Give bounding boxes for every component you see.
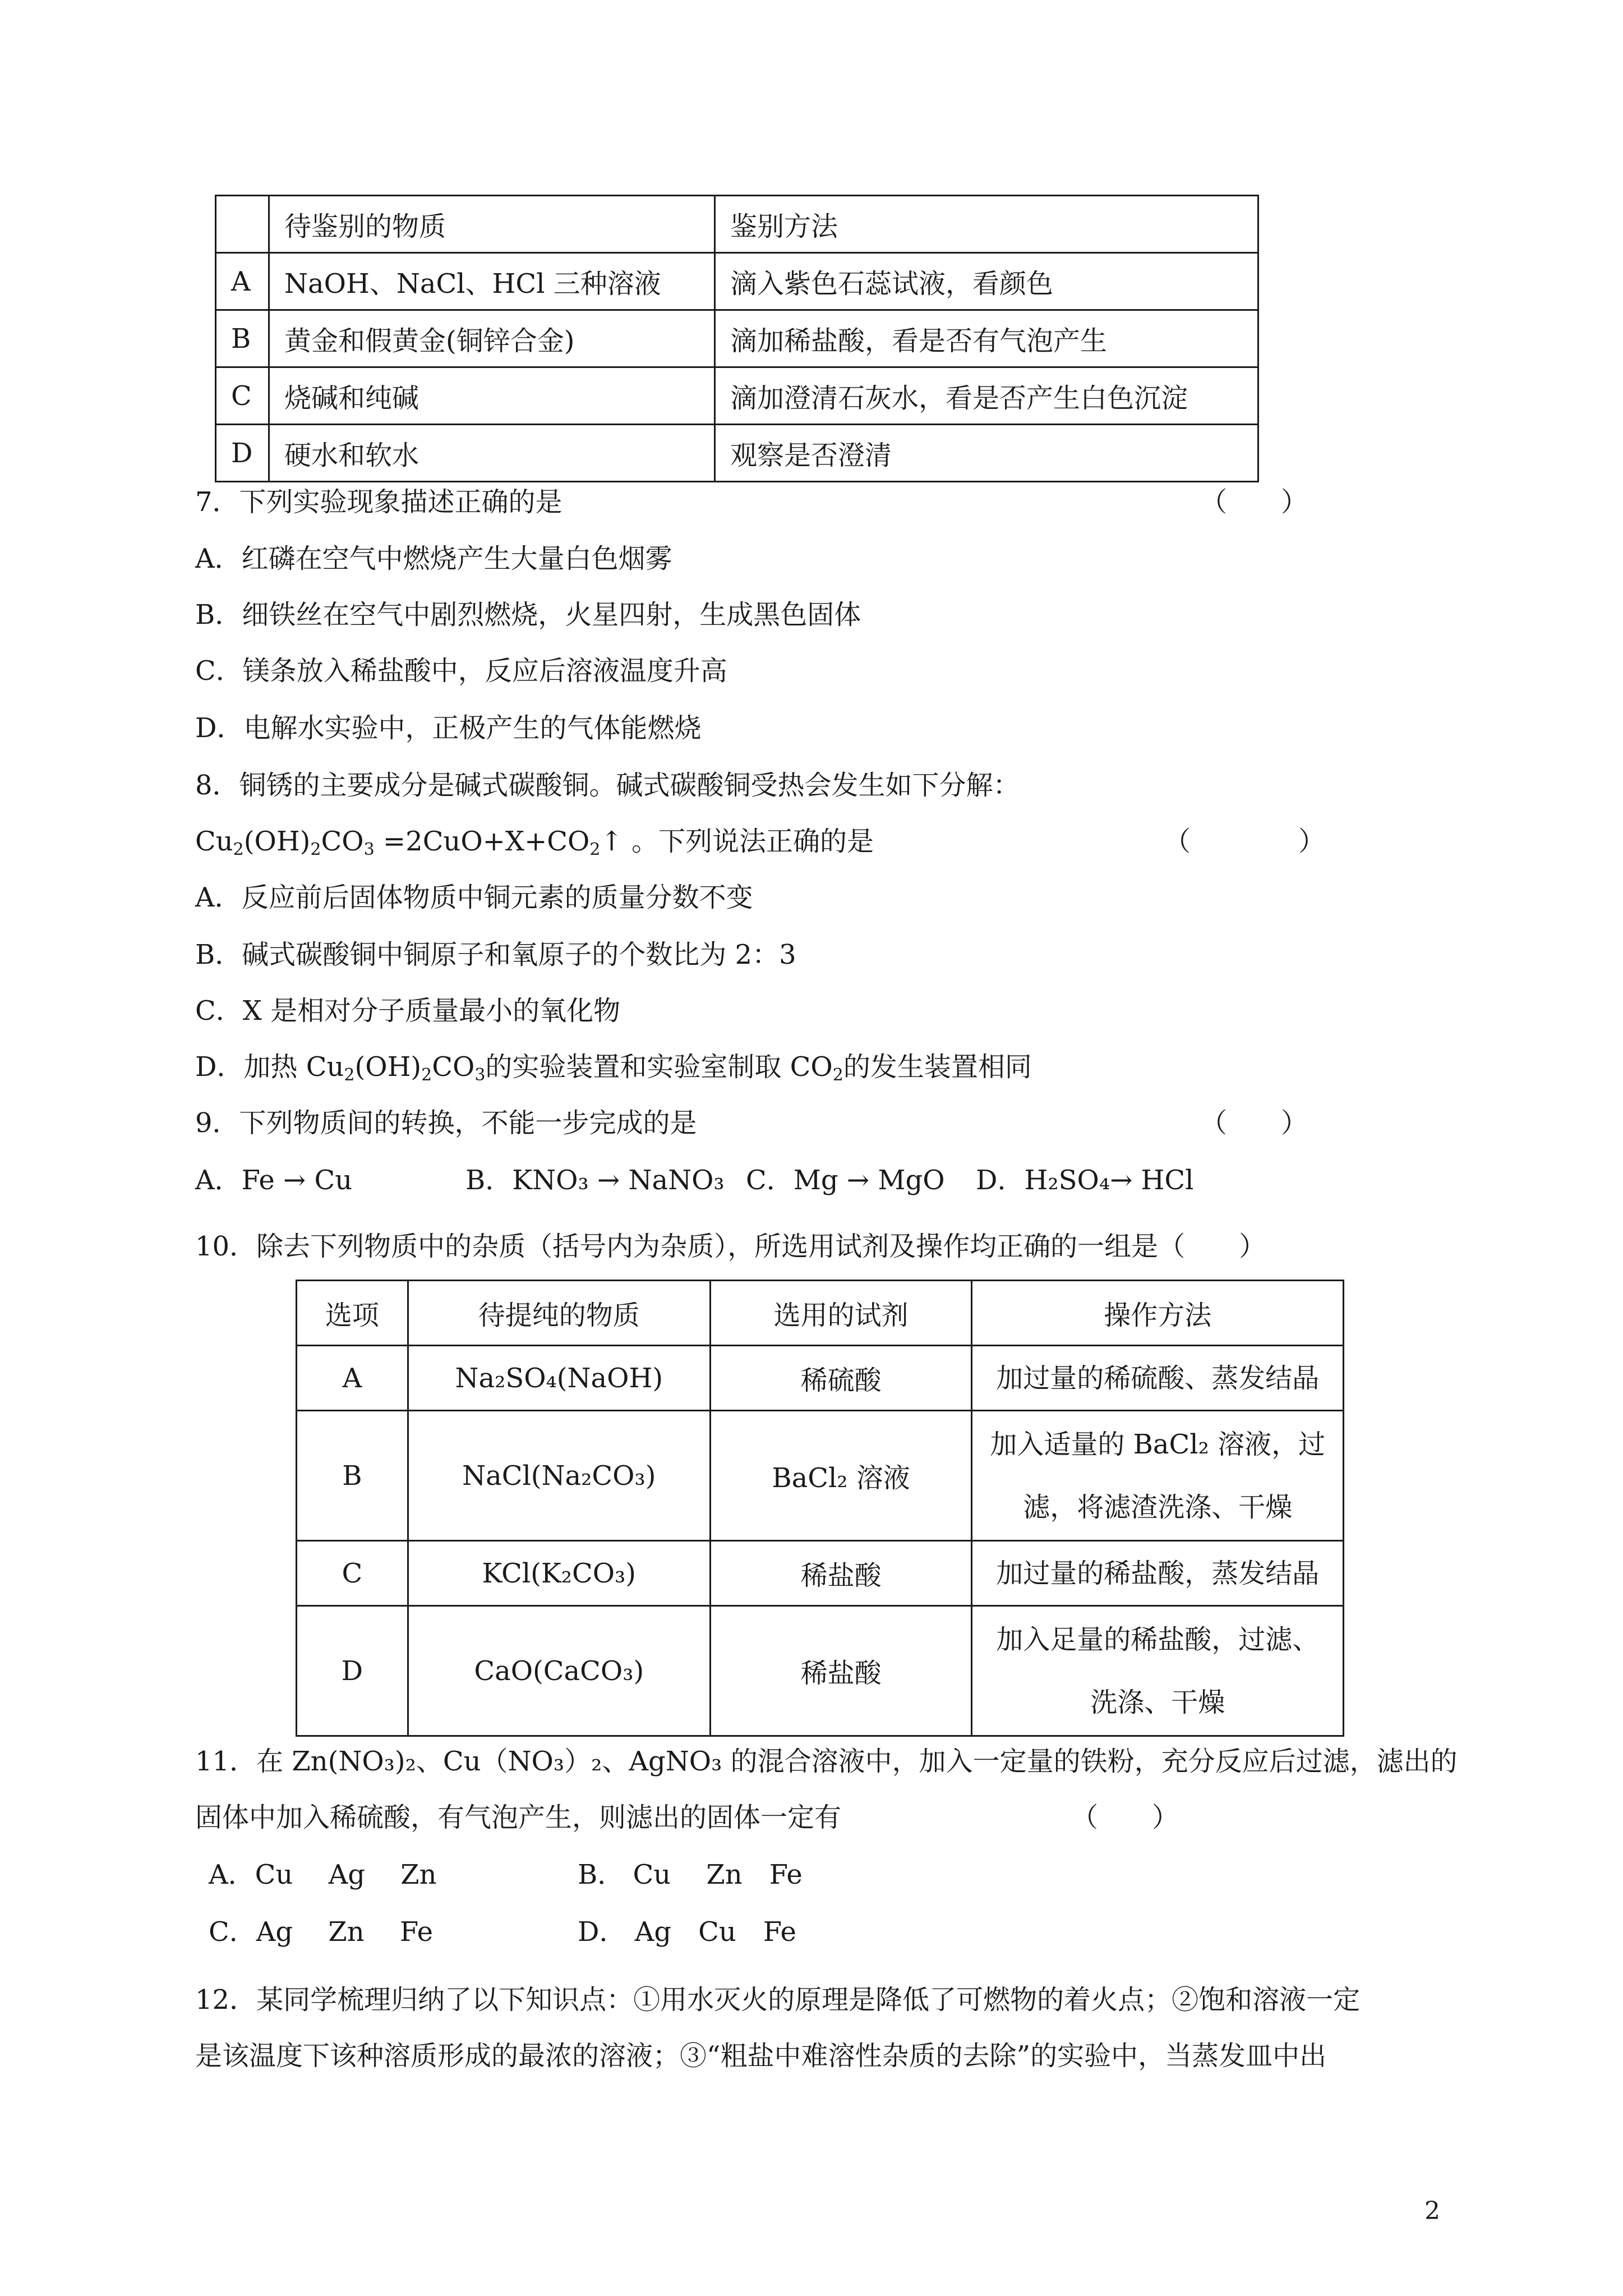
q7-answer-paren: （ ） <box>1200 486 1308 518</box>
q10-header-substance: 待提纯的物质 <box>408 1281 710 1346</box>
table1-row-substance: NaOH、NaCl、HCl 三种溶液 <box>269 253 715 310</box>
q11-option-b: B． Cu Zn Fe <box>578 1859 803 1890</box>
q9-option-a: A．Fe → Cu <box>195 1165 353 1196</box>
table1-row-key: C <box>216 367 269 425</box>
identification-table <box>215 195 1259 482</box>
table1-row-key: B <box>216 310 269 367</box>
q12-line1: 12．某同学梳理归纳了以下知识点：①用水灭火的原理是降低了可燃物的着火点；②饱和溶液一定 <box>195 1984 1361 2016</box>
q9-answer-paren: （ ） <box>1200 1107 1308 1139</box>
q8-option-d-c: CO <box>432 1051 475 1083</box>
q8-option-a: A．反应前后固体物质中铜元素的质量分数不变 <box>195 882 753 913</box>
table1-row-substance: 烧碱和纯碱 <box>269 367 715 425</box>
q7-option-b: B．细铁丝在空气中剧烈燃烧，火星四射，生成黑色固体 <box>195 599 861 631</box>
q8-option-d-d: 的实验装置和实验室制取 CO <box>485 1051 833 1083</box>
q10-row-key: C <box>297 1541 408 1606</box>
q8-equation-tail: 。下列说法正确的是 <box>631 826 874 857</box>
q8-stem: 8．铜锈的主要成分是碱式碳酸铜。碱式碳酸铜受热会发生如下分解： <box>195 770 1020 801</box>
table1-row-key: A <box>216 253 269 310</box>
q8-option-d: D．加热 $Cu_2(OH)_2CO_3$的实验装置和实验室制取 $CO_2$的发生装置相同 <box>195 1051 1032 1085</box>
q8-equation: $Cu_2(OH)_2CO_3$ $=2CuO+X+CO_2↑$ <box>195 826 623 859</box>
q10-row-reagent: 稀硫酸 <box>710 1346 972 1411</box>
q10-header-reagent: 选用的试剂 <box>710 1281 972 1346</box>
q8-option-d-b: (OH) <box>354 1051 422 1083</box>
q10-stem: 10．除去下列物质中的杂质（括号内为杂质），所选用试剂及操作均正确的一组是（ ） <box>195 1231 1266 1262</box>
purification-table <box>296 1280 1344 1737</box>
q12-line2: 是该温度下该种溶质形成的最浓的溶液；③“粗盐中难溶性杂质的去除”的实验中，当蒸发皿中出 <box>195 2040 1327 2072</box>
table1-row-substance: 硬水和软水 <box>269 425 715 482</box>
table1-row-substance: 黄金和假黄金(铜锌合金) <box>269 310 715 367</box>
q9-option-c: C．Mg → MgO <box>746 1165 945 1196</box>
q8-answer-paren: （ ） <box>1164 826 1326 857</box>
table1-header-key <box>216 196 269 253</box>
q8-option-d-a: D．加热 Cu <box>195 1051 344 1083</box>
page-number: 2 <box>1424 2197 1440 2225</box>
q10-row-key: B <box>297 1411 408 1541</box>
q8-option-c: C．X 是相对分子质量最小的氧化物 <box>195 995 621 1027</box>
q11-option-a: A．Cu Ag Zn <box>209 1859 437 1890</box>
q10-row-substance: KCl(K₂CO₃) <box>408 1541 710 1606</box>
q10-row-substance: Na₂SO₄(NaOH) <box>408 1346 710 1411</box>
q7-stem: 7．下列实验现象描述正确的是 <box>195 486 562 518</box>
q10-header-option: 选项 <box>297 1281 408 1346</box>
q10-row-operation: 加入足量的稀盐酸，过滤、洗涤、干燥 <box>972 1606 1344 1736</box>
q11-line1: 11．在 Zn(NO₃)₂、Cu（NO₃）₂、AgNO₃ 的混合溶液中，加入一定量的铁粉，充分反应后过滤，滤出的 <box>195 1746 1458 1777</box>
q7-option-d: D．电解水实验中，正极产生的气体能燃烧 <box>195 712 702 744</box>
q10-row-reagent: BaCl₂ 溶液 <box>710 1411 972 1541</box>
q10-row-substance: CaO(CaCO₃) <box>408 1606 710 1736</box>
q7-option-c: C．镁条放入稀盐酸中，反应后溶液温度升高 <box>195 655 727 687</box>
table1-row-key: D <box>216 425 269 482</box>
q11-line2: 固体中加入稀硫酸，有气泡产生，则滤出的固体一定有 <box>195 1802 842 1833</box>
q10-row-operation: 加入适量的 BaCl₂ 溶液，过滤，将滤渣洗涤、干燥 <box>972 1411 1344 1541</box>
q11-option-d: D． Ag Cu Fe <box>578 1916 796 1948</box>
table1-row-method: 滴入紫色石蕊试液，看颜色 <box>715 253 1258 310</box>
table1-row-method: 滴加稀盐酸，看是否有气泡产生 <box>715 310 1258 367</box>
q8-option-d-e: 的发生装置相同 <box>843 1051 1032 1083</box>
table1-row-method: 观察是否澄清 <box>715 425 1258 482</box>
q7-option-a: A．红磷在空气中燃烧产生大量白色烟雾 <box>195 543 672 574</box>
table1-header-substance: 待鉴别的物质 <box>269 196 715 253</box>
q10-row-operation: 加过量的稀硫酸、蒸发结晶 <box>972 1346 1344 1411</box>
q10-row-reagent: 稀盐酸 <box>710 1606 972 1736</box>
table1-row-method: 滴加澄清石灰水，看是否产生白色沉淀 <box>715 367 1258 425</box>
q9-option-b: B．KNO₃ → NaNO₃ <box>465 1165 725 1196</box>
q8-option-b: B．碱式碳酸铜中铜原子和氧原子的个数比为 2：3 <box>195 939 796 970</box>
q8-equation-line <box>195 825 874 858</box>
q10-row-key: D <box>297 1606 408 1736</box>
q10-row-reagent: 稀盐酸 <box>710 1541 972 1606</box>
q11-answer-paren: （ ） <box>1071 1802 1179 1833</box>
q10-row-key: A <box>297 1346 408 1411</box>
q10-header-operation: 操作方法 <box>972 1281 1344 1346</box>
q10-row-operation: 加过量的稀盐酸，蒸发结晶 <box>972 1541 1344 1606</box>
q11-option-c: C．Ag Zn Fe <box>209 1916 433 1948</box>
q9-stem: 9．下列物质间的转换，不能一步完成的是 <box>195 1107 697 1139</box>
q9-option-d: D．H₂SO₄→ HCl <box>976 1165 1194 1196</box>
q10-row-substance: NaCl(Na₂CO₃) <box>408 1411 710 1541</box>
table1-header-method: 鉴别方法 <box>715 196 1258 253</box>
